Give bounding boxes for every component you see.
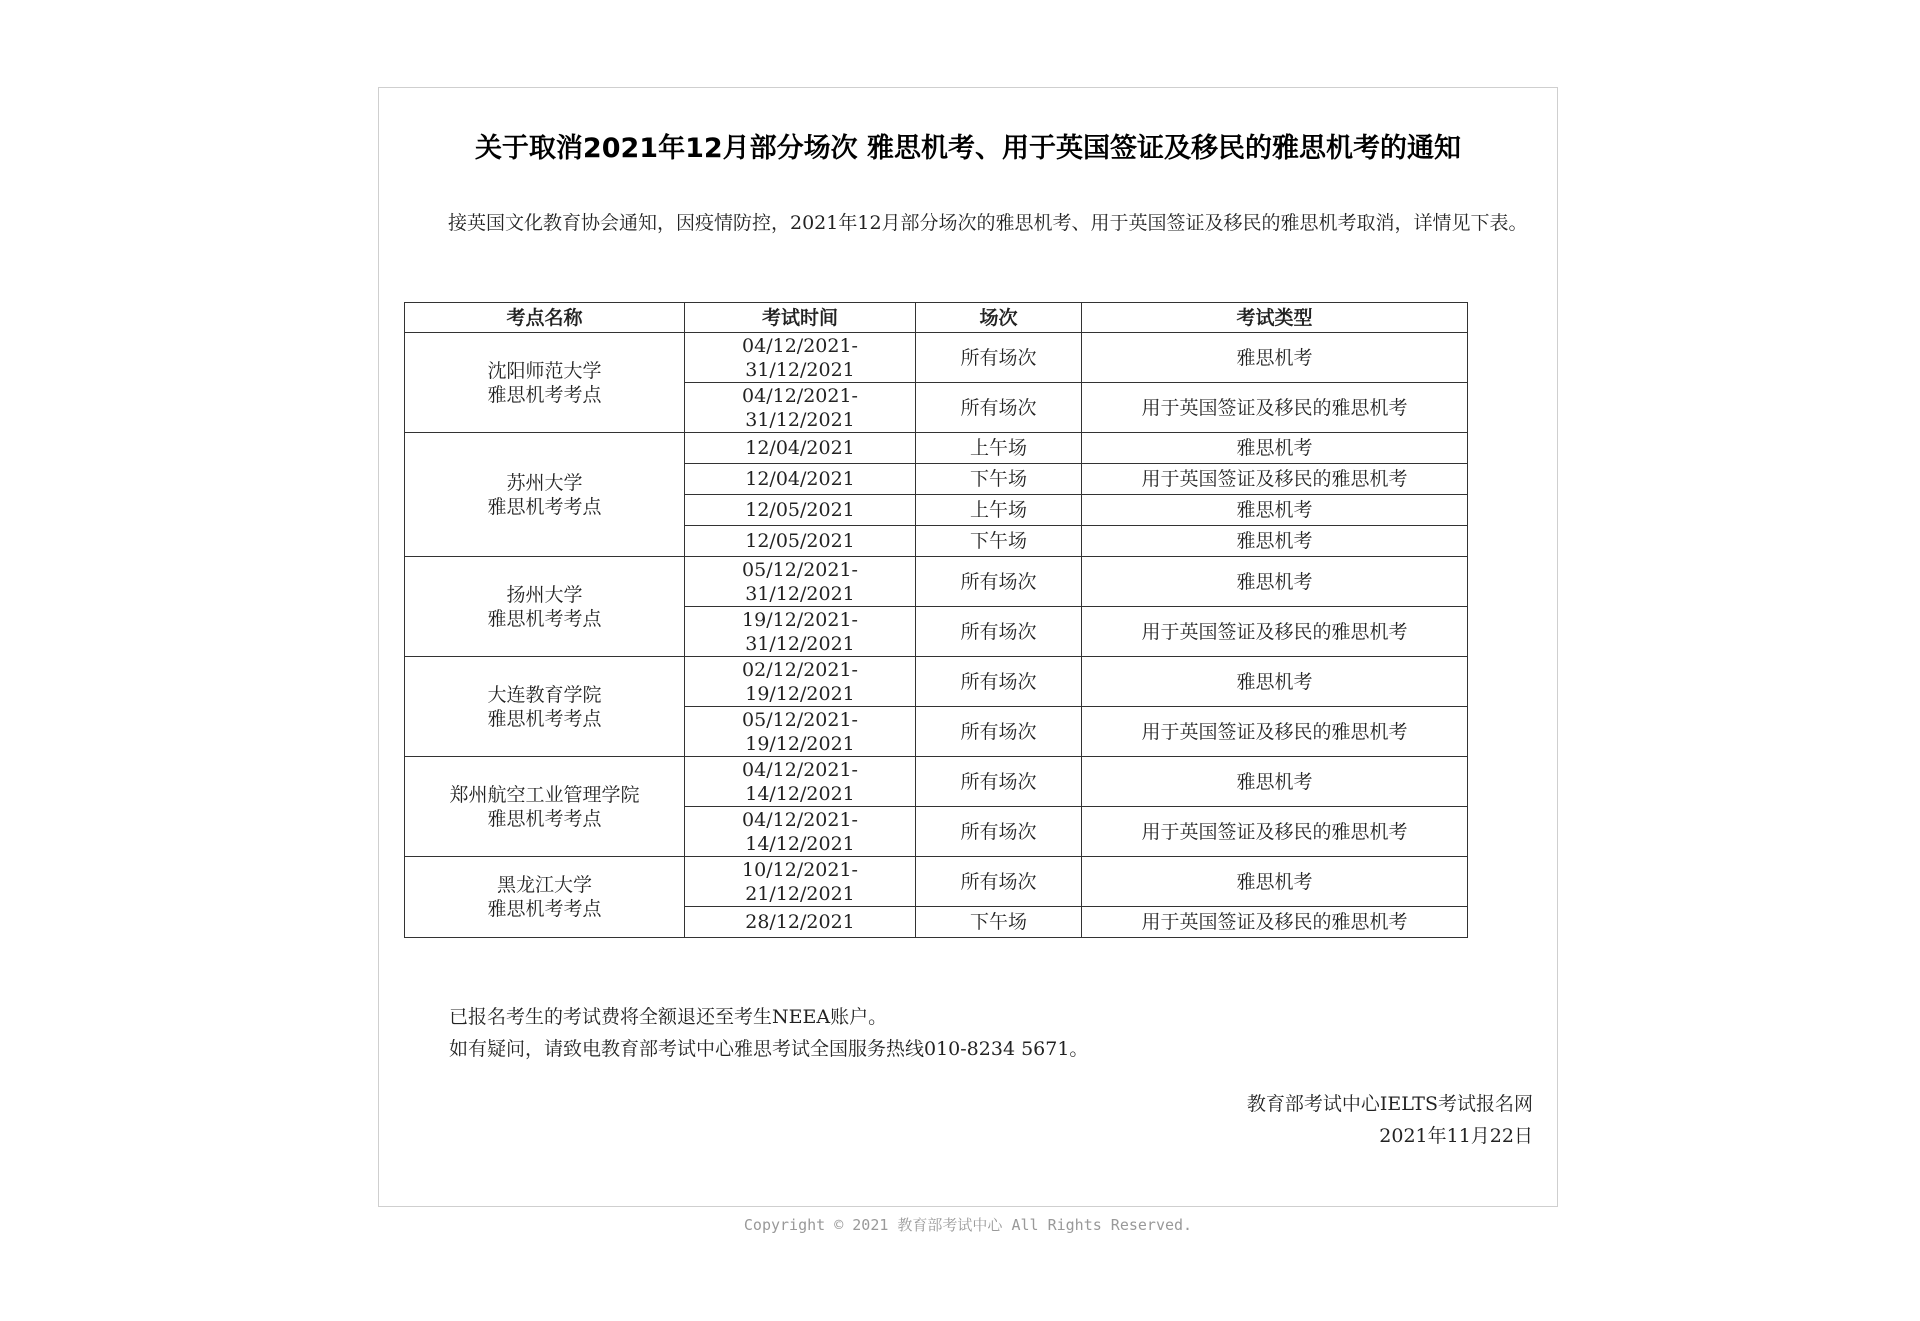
date-start: 04/12/2021- xyxy=(742,758,858,781)
date-start: 05/12/2021- xyxy=(742,558,858,581)
session-cell: 下午场 xyxy=(916,464,1082,495)
exam-time-cell xyxy=(685,657,916,707)
exam-time-cell xyxy=(685,807,916,857)
header-site-name: 考点名称 xyxy=(405,303,685,333)
signature-block xyxy=(1247,1088,1533,1152)
site-name-cell xyxy=(405,557,685,657)
site-name: 苏州大学 xyxy=(506,471,583,494)
table-row xyxy=(405,657,1468,707)
exam-type-cell: 雅思机考 xyxy=(1082,333,1468,383)
session-cell: 所有场次 xyxy=(916,807,1082,857)
date-start: 19/12/2021- xyxy=(742,608,858,631)
exam-time-cell xyxy=(685,333,916,383)
session-cell: 所有场次 xyxy=(916,707,1082,757)
date-end: 19/12/2021 xyxy=(745,732,855,755)
exam-type-cell: 用于英国签证及移民的雅思机考 xyxy=(1082,807,1468,857)
date-end: 21/12/2021 xyxy=(745,882,855,905)
exam-type-cell: 雅思机考 xyxy=(1082,557,1468,607)
session-cell: 所有场次 xyxy=(916,333,1082,383)
exam-time-cell xyxy=(685,757,916,807)
notes-section xyxy=(449,1001,1088,1065)
exam-type-cell: 用于英国签证及移民的雅思机考 xyxy=(1082,707,1468,757)
site-name: 郑州航空工业管理学院 xyxy=(449,783,640,806)
table-row xyxy=(405,433,1468,464)
site-name: 扬州大学 xyxy=(506,583,583,606)
exam-type-cell: 雅思机考 xyxy=(1082,526,1468,557)
copyright-footer: Copyright © 2021 教育部考试中心 All Rights Reserved. xyxy=(743,1216,1193,1234)
exam-time-cell: 28/12/2021 xyxy=(685,907,916,938)
signature-org: 教育部考试中心IELTS考试报名网 xyxy=(1246,1093,1533,1115)
site-name-suffix: 雅思机考考点 xyxy=(487,495,602,518)
table-row xyxy=(405,857,1468,907)
cancellation-table xyxy=(404,302,1468,938)
session-cell: 下午场 xyxy=(916,907,1082,938)
date-end: 14/12/2021 xyxy=(745,782,855,805)
date-end: 14/12/2021 xyxy=(745,832,855,855)
exam-type-cell: 雅思机考 xyxy=(1082,657,1468,707)
exam-time-cell xyxy=(685,607,916,657)
site-name-cell xyxy=(405,857,685,938)
site-name-suffix: 雅思机考考点 xyxy=(487,898,602,920)
exam-time-cell xyxy=(685,557,916,607)
hotline-note: 如有疑问，请致电教育部考试中心雅思考试全国服务热线010-8234 5671。 xyxy=(449,1038,1089,1060)
notice-container xyxy=(378,87,1558,1207)
table-header-row xyxy=(405,303,1468,333)
session-cell: 所有场次 xyxy=(916,557,1082,607)
exam-time-cell: 12/05/2021 xyxy=(685,495,916,526)
notice-intro: 接英国文化教育协会通知，因疫情防控，2021年12月部分场次的雅思机考、用于英国签证及移民的雅思机考取消，详情见下表。 xyxy=(448,212,1528,234)
header-session: 场次 xyxy=(916,303,1082,333)
exam-type-cell: 雅思机考 xyxy=(1082,495,1468,526)
site-name-cell xyxy=(405,757,685,857)
date-end: 31/12/2021 xyxy=(745,408,855,431)
site-name-cell xyxy=(405,333,685,433)
exam-type-cell: 雅思机考 xyxy=(1082,433,1468,464)
table-row xyxy=(405,757,1468,807)
exam-time-cell: 12/04/2021 xyxy=(685,433,916,464)
exam-type-cell: 用于英国签证及移民的雅思机考 xyxy=(1082,907,1468,938)
exam-type-cell: 用于英国签证及移民的雅思机考 xyxy=(1082,464,1468,495)
date-end: 31/12/2021 xyxy=(745,358,855,381)
table-row xyxy=(405,333,1468,383)
header-exam-type: 考试类型 xyxy=(1082,303,1468,333)
date-start: 05/12/2021- xyxy=(742,708,858,731)
session-cell: 所有场次 xyxy=(916,857,1082,907)
site-name-suffix: 雅思机考考点 xyxy=(487,707,602,730)
session-cell: 所有场次 xyxy=(916,757,1082,807)
session-cell: 下午场 xyxy=(916,526,1082,557)
site-name-cell xyxy=(405,657,685,757)
site-name: 黑龙江大学 xyxy=(496,874,592,896)
date-end: 31/12/2021 xyxy=(745,632,855,655)
exam-type-cell: 用于英国签证及移民的雅思机考 xyxy=(1082,607,1468,657)
exam-time-cell: 12/04/2021 xyxy=(685,464,916,495)
session-cell: 所有场次 xyxy=(916,607,1082,657)
date-end: 31/12/2021 xyxy=(745,582,855,605)
site-name-suffix: 雅思机考考点 xyxy=(487,607,602,630)
exam-time-cell xyxy=(685,857,916,907)
date-start: 02/12/2021- xyxy=(742,658,858,681)
exam-type-cell: 用于英国签证及移民的雅思机考 xyxy=(1082,383,1468,433)
exam-type-cell: 雅思机考 xyxy=(1082,857,1468,907)
date-start: 04/12/2021- xyxy=(742,334,858,357)
site-name-suffix: 雅思机考考点 xyxy=(487,807,602,830)
session-cell: 所有场次 xyxy=(916,383,1082,433)
exam-time-cell: 12/05/2021 xyxy=(685,526,916,557)
exam-type-cell: 雅思机考 xyxy=(1082,757,1468,807)
exam-time-cell xyxy=(685,383,916,433)
site-name-cell xyxy=(405,433,685,557)
date-start: 10/12/2021- xyxy=(742,858,858,881)
notice-title: 关于取消2021年12月部分场次 雅思机考、用于英国签证及移民的雅思机考的通知 xyxy=(474,133,1462,164)
session-cell: 上午场 xyxy=(916,433,1082,464)
session-cell: 上午场 xyxy=(916,495,1082,526)
date-start: 04/12/2021- xyxy=(742,384,858,407)
signature-date: 2021年11月22日 xyxy=(1379,1125,1533,1147)
header-exam-time: 考试时间 xyxy=(685,303,916,333)
date-end: 19/12/2021 xyxy=(745,682,855,705)
refund-note: 已报名考生的考试费将全额退还至考生NEEA账户。 xyxy=(449,1006,888,1028)
session-cell: 所有场次 xyxy=(916,657,1082,707)
table-row xyxy=(405,557,1468,607)
site-name: 沈阳师范大学 xyxy=(487,359,602,382)
site-name: 大连教育学院 xyxy=(487,683,602,706)
date-start: 04/12/2021- xyxy=(742,808,858,831)
exam-time-cell xyxy=(685,707,916,757)
site-name-suffix: 雅思机考考点 xyxy=(487,383,602,406)
